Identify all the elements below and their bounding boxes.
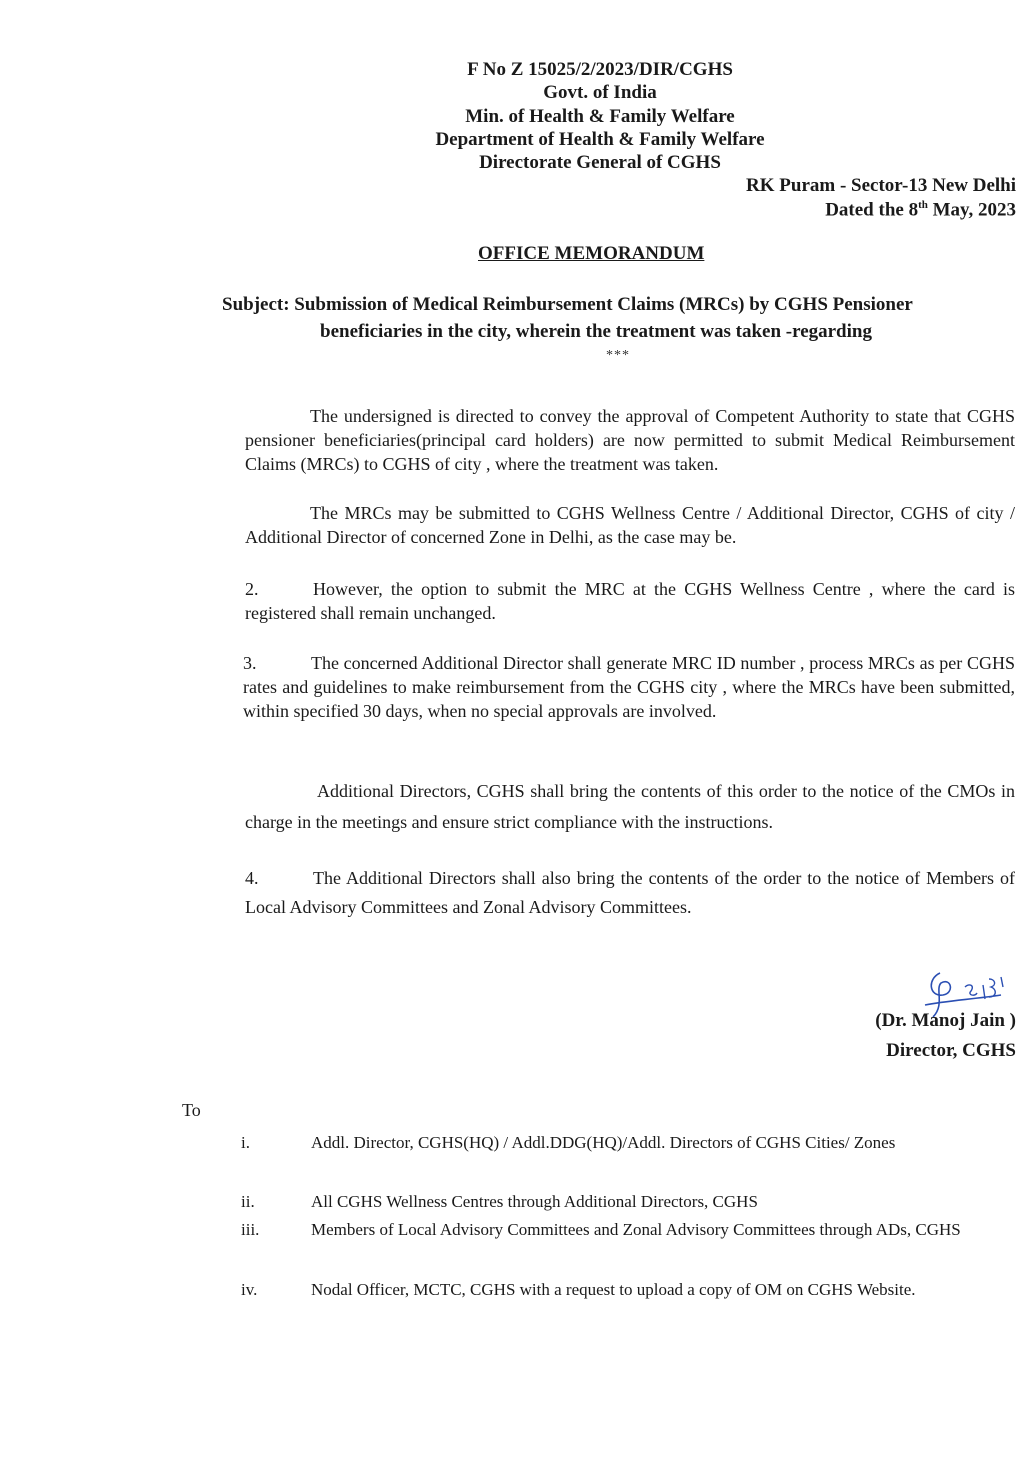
date-line — [825, 199, 1016, 221]
date-prefix: Dated the 8 — [825, 199, 919, 221]
paragraph-4-number: 4. — [245, 868, 259, 888]
paragraph-4 — [245, 864, 1015, 922]
directorate-line: Directorate General of CGHS — [479, 152, 721, 173]
recipient-text: Nodal Officer, MCTC, CGHS with a request to upload a copy of OM on CGHS Website. — [311, 1280, 916, 1299]
date-suffix: May, 2023 — [927, 199, 1016, 221]
paragraph-3-number: 3. — [243, 653, 257, 673]
signatory-designation: Director, CGHS — [886, 1040, 1016, 1061]
recipient-number: iii. — [241, 1220, 260, 1239]
paragraph-2 — [245, 577, 1015, 625]
recipient-text: Members of Local Advisory Committees and Zonal Advisory Committees through ADs, CGHS — [311, 1220, 961, 1239]
paragraph-3b — [245, 776, 1015, 838]
subject-line-1: Subject: Submission of Medical Reimbursement Claims (MRCs) by CGHS Pensioner — [222, 294, 913, 315]
paragraph-3-text: The concerned Additional Director shall generate MRC ID number , process MRCs as per CGHS rates and guidelines to make reimbursement from the CGHS city , where the MRCs have been submitted, within specified 30 days, when no special approvals are involved. — [243, 653, 1015, 721]
paragraph-1b-text: The MRCs may be submitted to CGHS Wellness Centre / Additional Director, CGHS of city / Additional Director of concerned Zone in Delhi, as the case may be. — [245, 503, 1015, 547]
signatory-name: (Dr. Manoj Jain ) — [875, 1010, 1016, 1031]
paragraph-1b — [245, 501, 1015, 549]
ministry-line: Min. of Health & Family Welfare — [465, 106, 735, 127]
department-line: Department of Health & Family Welfare — [435, 129, 765, 150]
recipient-number: ii. — [241, 1192, 255, 1211]
paragraph-4-text: The Additional Directors shall also bring the contents of the order to the notice of Members of Local Advisory Committees and Zonal Advisory Committees. — [245, 868, 1015, 917]
paragraph-1-text: The undersigned is directed to convey the approval of Competent Authority to state that CGHS pensioner beneficiaries(principal card holders) are now permitted to submit Medical Reimbursement Claims (MRCs) to CGHS of city , where the treatment was taken. — [245, 406, 1015, 474]
separator-stars: *** — [606, 348, 630, 363]
place-line: RK Puram - Sector-13 New Delhi — [746, 175, 1016, 196]
memorandum-title: OFFICE MEMORANDUM — [478, 243, 705, 264]
paragraph-1 — [245, 404, 1015, 476]
date-superscript: th — [918, 199, 928, 211]
recipient-text: All CGHS Wellness Centres through Additional Directors, CGHS — [311, 1192, 758, 1211]
paragraph-2-text: However, the option to submit the MRC at the CGHS Wellness Centre , where the card is registered shall remain unchanged. — [245, 579, 1015, 623]
file-number: F No Z 15025/2/2023/DIR/CGHS — [467, 59, 733, 80]
recipient-number: iv. — [241, 1280, 258, 1299]
subject-line-2: beneficiaries in the city, wherein the treatment was taken -regarding — [320, 321, 872, 342]
to-label: To — [182, 1100, 201, 1120]
paragraph-3 — [243, 651, 1015, 723]
paragraph-3b-text: Additional Directors, CGHS shall bring the contents of this order to the notice of the CMOs in charge in the meetings and ensure strict compliance with the instructions. — [245, 781, 1015, 832]
recipient-text: Addl. Director, CGHS(HQ) / Addl.DDG(HQ)/Addl. Directors of CGHS Cities/ Zones — [311, 1133, 896, 1152]
recipient-number: i. — [241, 1133, 250, 1152]
paragraph-2-number: 2. — [245, 579, 259, 599]
govt-line: Govt. of India — [543, 82, 657, 103]
